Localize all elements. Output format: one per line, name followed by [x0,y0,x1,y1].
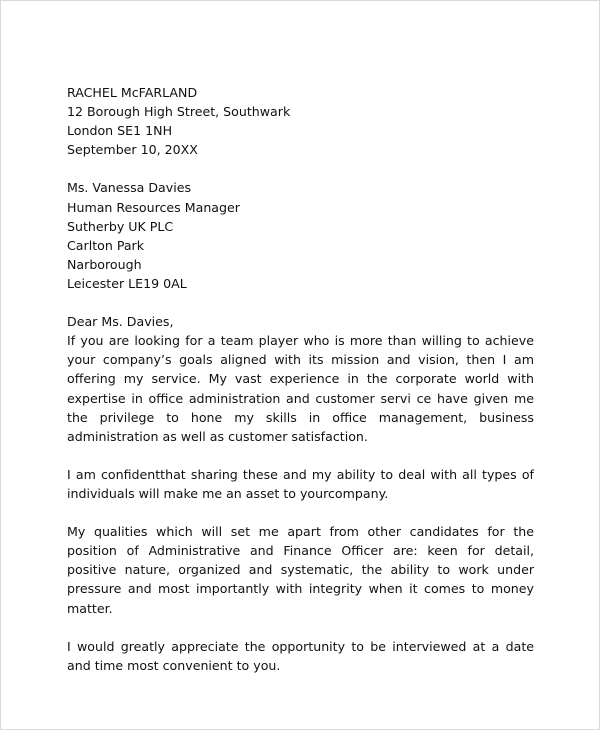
recipient-name: Ms. Vanessa Davies [67,180,192,196]
recipient-title: Human Resources Manager [67,199,240,215]
sender-block [67,83,534,159]
body-paragraph-4: I would greatly appreciate the opportunity to be interviewed at a date and time most convenient to you. [67,638,534,673]
recipient-address-line-2: Narborough [67,256,142,272]
recipient-address-line-3: Leicester LE19 0AL [67,275,187,291]
letter-date: September 10, 20XX [67,142,198,158]
body-paragraph-2: I am confidentthat sharing these and my ability to deal with all types of individuals will make me an asset to yourcompany. [67,466,534,501]
sender-street: 12 Borough High Street, Southwark [67,104,291,120]
recipient-company: Sutherby UK PLC [67,218,174,234]
recipient-address-line-1: Carlton Park [67,237,145,253]
letter-body [67,83,534,675]
spacer [67,159,534,178]
spacer [67,293,534,312]
recipient-block [67,178,534,293]
body-paragraph-3: My qualities which will set me apart from other candidates for the position of Administrative and Finance Officer are: keen for detail, positive nature, organized and systematic, the ability to work under pressure and most importantly with integrity when it comes to money matter. [67,524,534,616]
spacer [67,503,534,522]
body-paragraph-1: If you are looking for a team player who is more than willing to achieve your company’s goals aligned with its mission and vision, then I am offering my service. My vast experience in the corporate world with expertise in office administration and customer servi ce have given me the privilege to hone my skills in office management, business administration as well as customer satisfaction. [67,333,534,444]
sender-city: London SE1 1NH [67,123,173,139]
spacer [67,618,534,637]
sender-name: RACHEL McFARLAND [67,85,198,100]
salutation: Dear Ms. Davies, [67,314,174,330]
spacer [67,446,534,465]
